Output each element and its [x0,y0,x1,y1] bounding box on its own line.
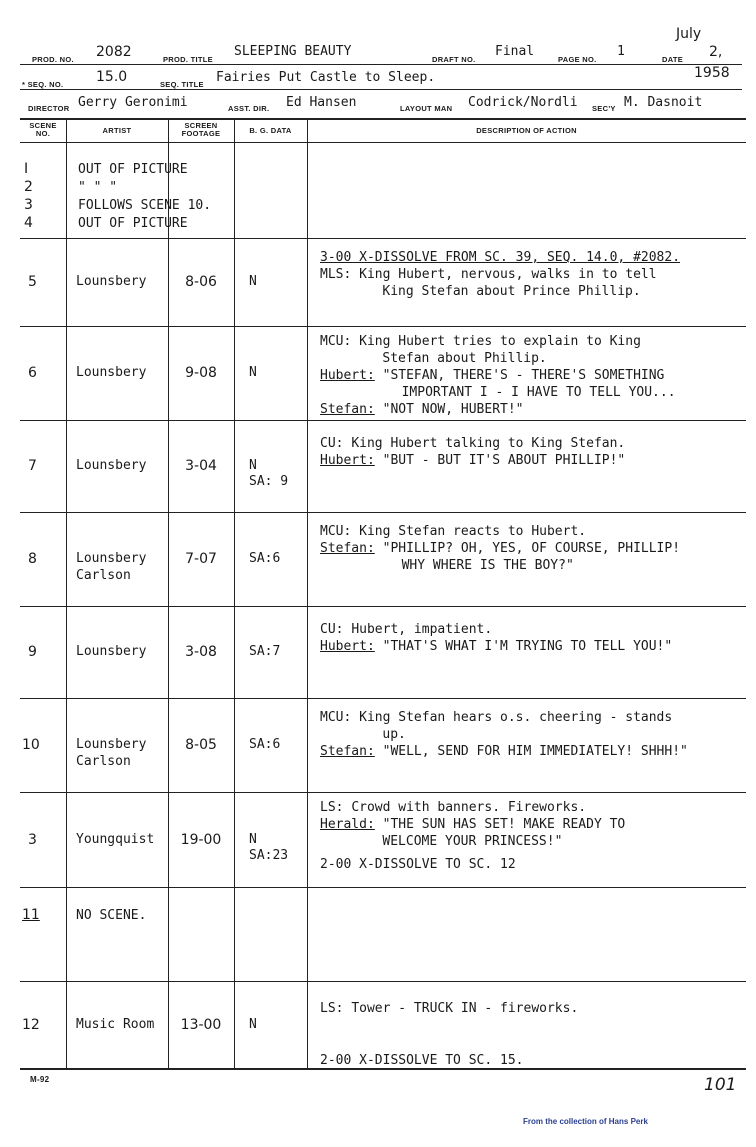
screen-footage: 9-08 [185,365,217,381]
asst-dir-label: ASST. DIR. [228,104,270,113]
row-top-rule [20,420,746,421]
speaker-label: MCU: [320,524,352,539]
description-text: "WELL, SEND FOR HIM IMMEDIATELY! SHHH!" [382,744,688,759]
speaker-label: MCU: [320,710,352,725]
header-rule-2 [20,89,742,90]
row-top-rule [20,698,746,699]
bg-data: N [249,365,257,380]
artist-name: NO SCENE. [76,908,147,923]
date-line-3: 1958 [694,65,730,81]
spacer [375,453,383,468]
artist-name: Lounsbery [76,458,147,473]
row-top-rule [20,326,746,327]
collection-credit: From the collection of Hans Perk [523,1117,648,1126]
page-no: 1 [617,44,625,59]
table-top-rule [20,118,746,120]
description-text: Tower - TRUCK IN - fireworks. [351,1001,579,1016]
speaker-label: Hubert: [320,639,375,654]
artist-name: Music Room [76,1016,155,1032]
description-line [402,385,676,400]
scene-number: 11 [22,907,40,923]
page-no-label: PAGE NO. [558,55,597,64]
spacer [375,817,383,832]
description-line [382,834,562,849]
prod-no: 2082 [96,44,132,60]
col-divider-bg [307,118,308,1068]
description-line [320,436,625,451]
artist-name: Carlson [76,568,131,583]
secy-label: SEC'Y [592,104,616,113]
omitted-scene-number: I [24,161,29,177]
scene-number: 10 [22,737,40,753]
omitted-scene-number: 2 [24,179,33,195]
prod-title-label: PROD. TITLE [163,55,213,64]
description-line [320,368,664,383]
spacer [351,334,359,349]
scene-number: 8 [28,551,37,567]
description-line [402,558,574,573]
col-divider-scene [66,118,67,1068]
description-line [320,334,641,349]
screen-footage: 3-08 [185,644,217,660]
bg-data: SA:7 [249,644,281,659]
description-line [320,453,625,468]
description-line [320,710,672,725]
description-text: WELCOME YOUR PRINCESS!" [382,834,563,849]
scene-number: 3 [28,831,37,848]
description-line [320,541,680,556]
description-text: "BUT - BUT IT'S ABOUT PHILLIP!" [382,453,626,468]
bg-data: N [249,274,257,289]
bg-data: SA: 9 [249,474,289,489]
description-text: King Stefan about Prince Phillip. [382,284,641,299]
artist-name: Carlson [76,754,131,769]
speaker-label: CU: [320,436,344,451]
description-text: King Hubert tries to explain to King [359,334,641,349]
seq-title: Fairies Put Castle to Sleep. [216,70,436,85]
description-line [320,800,586,815]
description-line [320,1001,578,1016]
artist-name: Lounsbery [76,274,147,289]
spacer [375,639,383,654]
screen-footage: 19-00 [180,831,222,848]
description-text: 3-00 X-DISSOLVE FROM SC. 39, SEQ. 14.0, #2082. [320,250,681,265]
row-top-rule [20,238,746,239]
artist-name: Lounsbery [76,737,147,752]
description-line [320,1053,524,1068]
bg-data: SA:6 [249,737,281,752]
column-header-rule [20,142,746,143]
layout-man: Codrick/Nordli [468,95,578,110]
form-number: M-92 [30,1075,50,1084]
screen-footage: 8-06 [185,274,217,290]
date-line-1: July [676,26,702,42]
omitted-scene-note: " " " [78,180,118,195]
layout-man-label: LAYOUT MAN [400,104,453,113]
bg-data: SA:23 [249,847,289,863]
prod-title: SLEEPING BEAUTY [234,44,352,59]
description-line [382,284,640,299]
scene-number: 12 [22,1016,40,1033]
artist-name: Lounsbery [76,365,147,380]
scene-number: 6 [28,365,37,381]
director: Gerry Geronimi [78,95,188,110]
description-text: Stefan about Phillip. [382,351,547,366]
spacer [375,402,383,417]
omitted-scene-note: OUT OF PICTURE [78,162,188,177]
description-text: IMPORTANT I - I HAVE TO TELL YOU... [401,385,676,400]
description-text: King Hubert talking to King Stefan. [351,436,626,451]
artist-name: Lounsbery [76,644,147,659]
screen-footage: 7-07 [185,551,217,567]
bg-data: N [249,1016,257,1032]
scene-number: 5 [28,274,37,290]
description-line [320,267,657,282]
description-line [320,402,524,417]
description-line [320,744,688,759]
description-text: "PHILLIP? OH, YES, OF COURSE, PHILLIP! [382,541,681,556]
seq-no-label: * SEQ. NO. [22,80,64,89]
omitted-scene-note: OUT OF PICTURE [78,216,188,231]
spacer [351,710,359,725]
omitted-scene-note: FOLLOWS SCENE 10. [78,198,212,213]
row-top-rule [20,792,746,793]
speaker-label: Stefan: [320,402,375,417]
description-text: Hubert, impatient. [351,622,493,637]
screen-footage: 13-00 [180,1016,222,1033]
description-text: "THE SUN HAS SET! MAKE READY TO [382,817,626,832]
director-label: DIRECTOR [28,104,70,113]
prod-no-label: PROD. NO. [32,55,74,64]
description-text: 2-00 X-DISSOLVE TO SC. 12 [320,857,516,872]
speaker-label: MLS: [320,267,352,282]
description-line [382,351,546,366]
artist-name: Lounsbery [76,551,147,566]
description-text: "NOT NOW, HUBERT!" [382,402,524,417]
description-text: King Hubert, nervous, walks in to tell [359,267,657,282]
description-line [382,727,405,742]
asst-dir: Ed Hansen [286,95,357,110]
omitted-scene-number: 4 [24,215,33,231]
description-text: "THAT'S WHAT I'M TRYING TO TELL YOU!" [382,639,673,654]
date-line-2: 2, [709,44,723,60]
bg-data: SA:6 [249,551,281,566]
description-line [320,817,625,832]
description-text: Crowd with banners. Fireworks. [351,800,587,815]
speaker-label: LS: [320,1001,344,1016]
speaker-label: CU: [320,622,344,637]
spacer [351,267,359,282]
bg-data: N [249,831,257,847]
header-rule-1 [20,64,742,65]
col-divider-footage [234,118,235,1068]
scene-number: 7 [28,458,37,474]
description-text: King Stefan hears o.s. cheering - stands [359,710,673,725]
col-divider-artist [168,118,169,1068]
speaker-label: Stefan: [320,744,375,759]
secy: M. Dasnoit [624,95,703,110]
description-text: "STEFAN, THERE'S - THERE'S SOMETHING [382,368,665,383]
speaker-label: MCU: [320,334,352,349]
table-bottom-rule [20,1068,746,1070]
description-text: King Stefan reacts to Hubert. [359,524,587,539]
row-top-rule [20,887,746,888]
col-header-scene: SCENE NO. [29,121,57,138]
draft-no: Final [495,44,535,59]
col-header-description: DESCRIPTION OF ACTION [476,126,577,135]
row-top-rule [20,512,746,513]
omitted-scene-number: 3 [24,197,33,213]
col-header-artist: ARTIST [102,126,132,135]
screen-footage: 8-05 [185,737,217,753]
page-reference: 101 [704,1075,737,1095]
speaker-label: Hubert: [320,368,375,383]
description-line [320,250,680,265]
speaker-label: Hubert: [320,453,375,468]
description-text: up. [382,727,406,742]
seq-title-label: SEQ. TITLE [160,80,204,89]
row-top-rule [20,981,746,982]
description-line [320,857,516,872]
description-line [320,524,586,539]
draft-no-label: DRAFT NO. [432,55,476,64]
spacer [351,524,359,539]
description-text: 2-00 X-DISSOLVE TO SC. 15. [320,1053,524,1068]
speaker-label: LS: [320,800,344,815]
bg-data: N [249,458,257,473]
date-label: DATE [662,55,684,64]
spacer [375,541,383,556]
description-text: WHY WHERE IS THE BOY?" [401,558,574,573]
spacer [375,744,383,759]
scene-number: 9 [28,644,37,660]
description-line [320,622,492,637]
artist-name: Youngquist [76,831,155,847]
description-line [320,639,672,654]
seq-no: 15.0 [96,69,128,85]
row-top-rule [20,606,746,607]
spacer [375,368,383,383]
col-header-footage: SCREEN FOOTAGE [181,121,221,138]
screen-footage: 3-04 [185,458,217,474]
speaker-label: Stefan: [320,541,375,556]
speaker-label: Herald: [320,817,375,832]
col-header-bg-data: B. G. DATA [249,126,292,135]
